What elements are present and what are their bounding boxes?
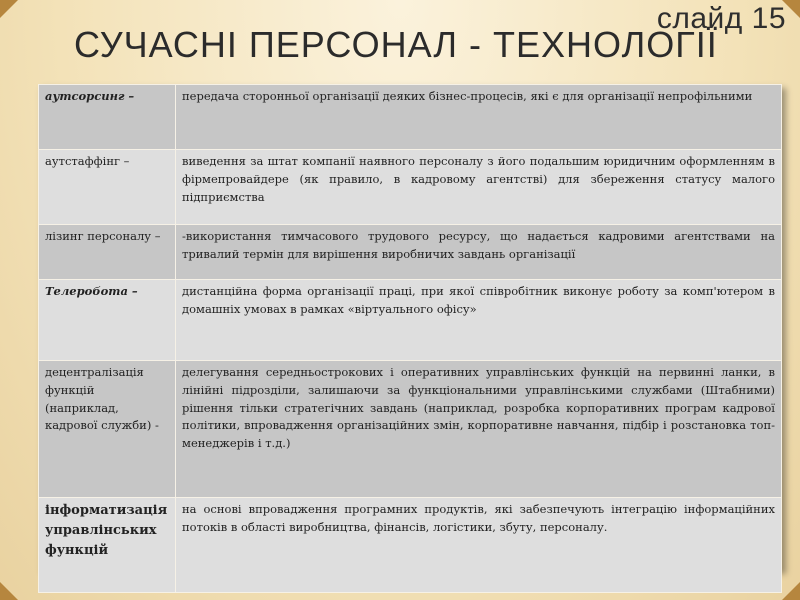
description-cell: передача сторонньої організації деяких бізнес-процесів, які є для організації непрофільними (176, 85, 782, 150)
corner-decoration (0, 0, 18, 18)
corner-decoration (0, 582, 18, 600)
description-cell: на основі впровадження програмних продуктів, які забезпечують інтеграцію інформаційних потоків в області виробництва, фінансів, логістики, збуту, персоналу. (176, 498, 782, 593)
terms-table-container (38, 84, 782, 570)
corner-decoration (782, 582, 800, 600)
description-cell: делегування середньострокових і оперативних управлінських функцій на первинні ланки, в лінійні підрозділи, залишаючи за функціональними управлінськими службами (Штабними) рішення тільки стратегічних завдань (наприклад, розробка корпоративних програм кадрової політики, впровадження організаційних змін, корпоративне навчання, підбір і розстановка топ-менеджерів і т.д.) (176, 361, 782, 498)
slide-title: СУЧАСНІ ПЕРСОНАЛ - ТЕХНОЛОГІЇ (74, 24, 718, 65)
description-cell: -використання тимчасового трудового ресурсу, що надається кадровими агентствами на тривалий термін для вирішення виробничих завдань організації (176, 225, 782, 280)
slide-number: слайд 15 (656, 2, 786, 35)
table-row (39, 225, 782, 280)
description-cell: дистанційна форма організації праці, при якої співробітник виконує роботу за комп'ютером в домашніх умовах в рамках «віртуального офісу» (176, 280, 782, 361)
term-cell: децентралізація функцій (наприклад, кадрової служби) - (39, 361, 176, 498)
term-cell: інформатизація управлінських функцій (39, 498, 176, 593)
table-row (39, 280, 782, 361)
table-row (39, 361, 782, 498)
term-cell: аутсорсинг – (39, 85, 176, 150)
term-cell: аутстаффінг – (39, 150, 176, 225)
term-cell: лізинг персоналу – (39, 225, 176, 280)
term-cell: Телеробота – (39, 280, 176, 361)
table-row (39, 150, 782, 225)
terms-table (38, 84, 782, 593)
table-row (39, 498, 782, 593)
table-row (39, 85, 782, 150)
description-cell: виведення за штат компанії наявного персоналу з його подальшим юридичним оформленням в фірмепровайдере (як правило, в кадровому агентстві) для збереження статусу малого підприємства (176, 150, 782, 225)
